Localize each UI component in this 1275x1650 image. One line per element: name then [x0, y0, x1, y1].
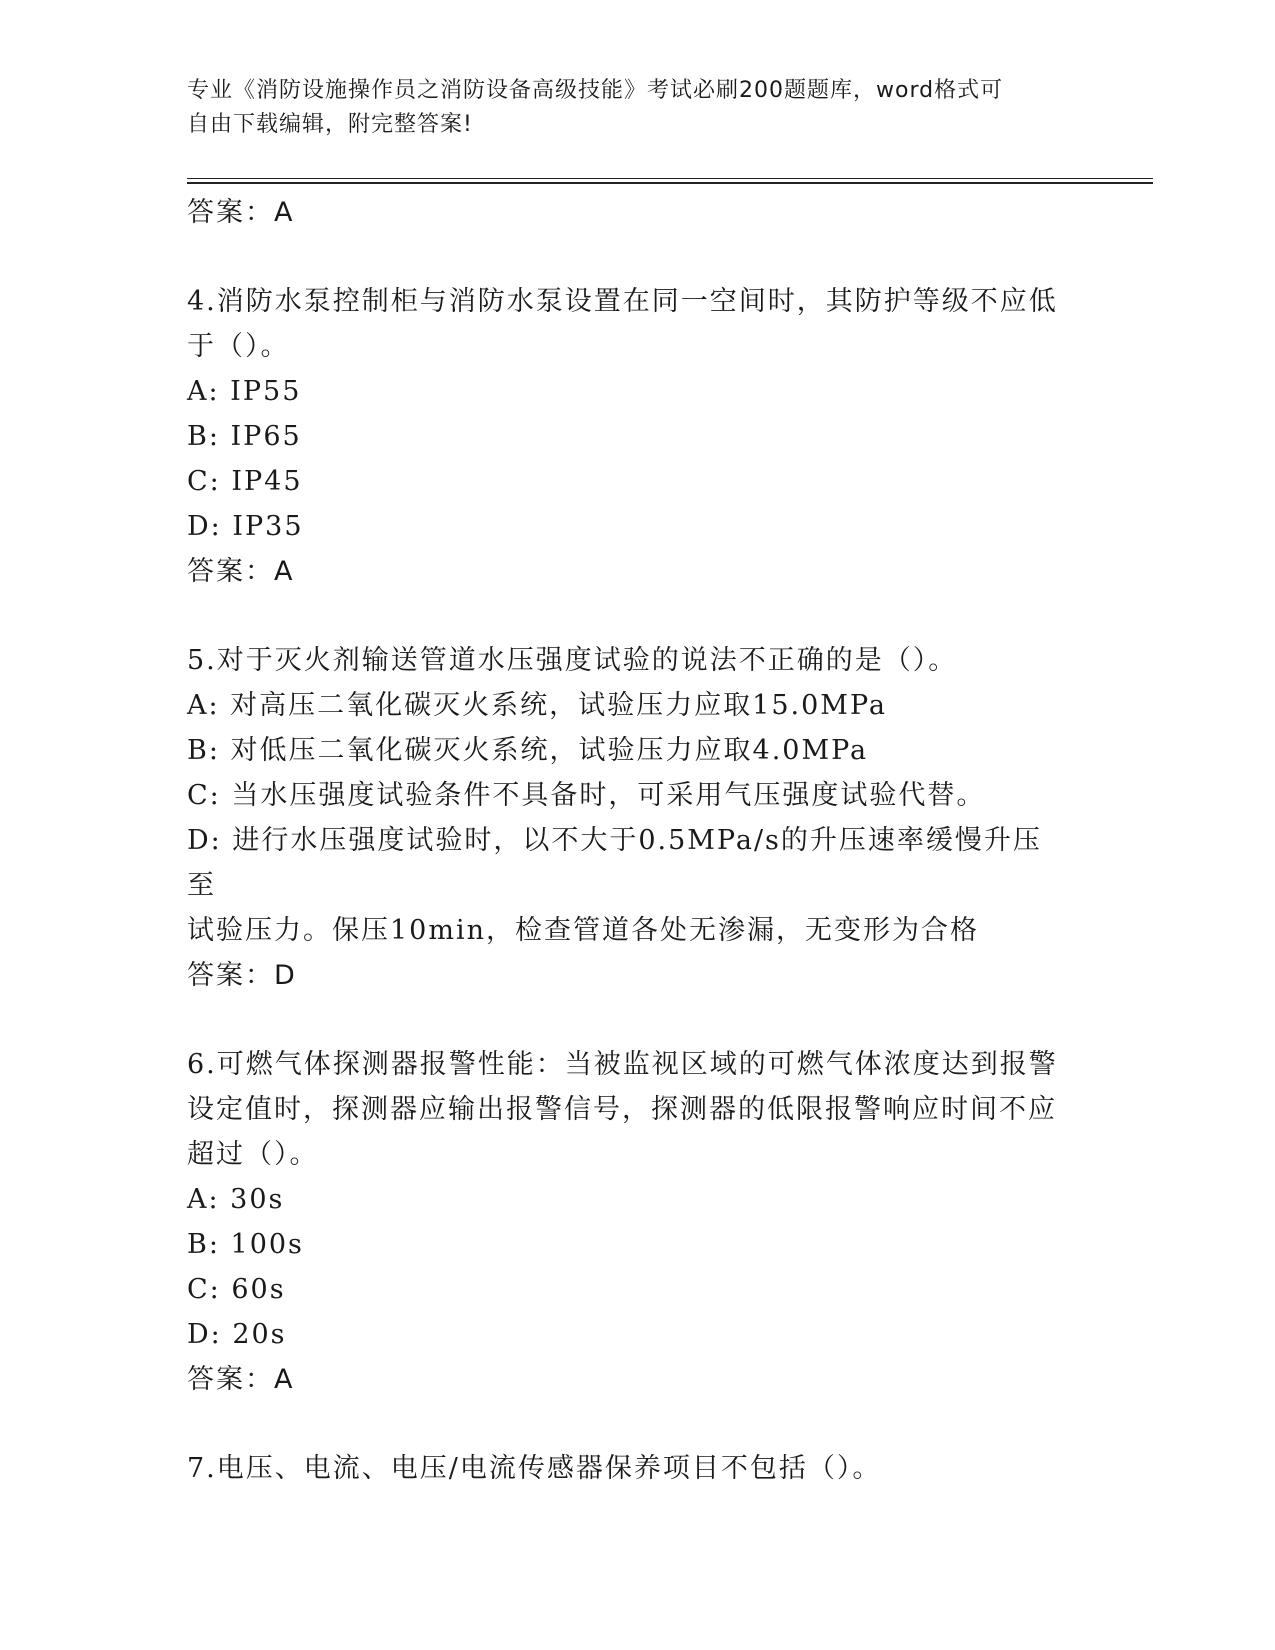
question-7 [187, 1446, 1067, 1491]
option-a: A: IP55 [187, 376, 302, 407]
question-list [187, 190, 1067, 1491]
option-d: D: 20s [187, 1319, 287, 1350]
question-text: 4.消防水泵控制柜与消防水泵设置在同一空间时，其防护等级不应低 [187, 286, 1058, 317]
header-divider [187, 178, 1153, 184]
question-text: 于（）。 [187, 331, 290, 362]
option-c: C: IP45 [187, 466, 303, 497]
option-c: C: 当水压强度试验条件不具备时，可采用气压强度试验代替。 [187, 780, 986, 811]
option-a: A: 30s [187, 1184, 285, 1215]
option-d: D: 进行水压强度试验时，以不大于0.5MPa/s的升压速率缓慢升压至 [187, 825, 1042, 901]
option-a: A: 对高压二氧化碳灭火系统，试验压力应取15.0MPa [187, 690, 887, 721]
option-d-continued: 试验压力。保压10min，检查管道各处无渗漏，无变形为合格 [187, 915, 979, 946]
option-d: D: IP35 [187, 511, 304, 542]
answer-line: 答案：A [187, 1364, 295, 1395]
question-text: 设定值时，探测器应输出报警信号，探测器的低限报警响应时间不应 [187, 1094, 1057, 1125]
question-text: 6.可燃气体探测器报警性能：当被监视区域的可燃气体浓度达到报警 [187, 1049, 1058, 1080]
header-line-1: 专业《消防设施操作员之消防设备高级技能》考试必刷200题题库，word格式可 [187, 78, 1004, 103]
answer-line: 答案：A [187, 197, 295, 228]
option-c: C: 60s [187, 1274, 286, 1305]
question-5 [187, 638, 1067, 998]
option-b: B: IP65 [187, 421, 302, 452]
question-4 [187, 279, 1067, 594]
option-b: B: 100s [187, 1229, 304, 1260]
answer-line: 答案：A [187, 556, 295, 587]
question-text: 7.电压、电流、电压/电流传感器保养项目不包括（）。 [187, 1453, 882, 1484]
answer-line: 答案：D [187, 960, 297, 991]
header-line-2: 自由下载编辑，附完整答案! [187, 112, 473, 137]
option-b: B: 对低压二氧化碳灭火系统，试验压力应取4.0MPa [187, 735, 869, 766]
question-text: 超过（）。 [187, 1139, 319, 1170]
question-text: 5.对于灭火剂输送管道水压强度试验的说法不正确的是（）。 [187, 645, 958, 676]
document-header [187, 74, 1087, 142]
question-6 [187, 1042, 1067, 1402]
